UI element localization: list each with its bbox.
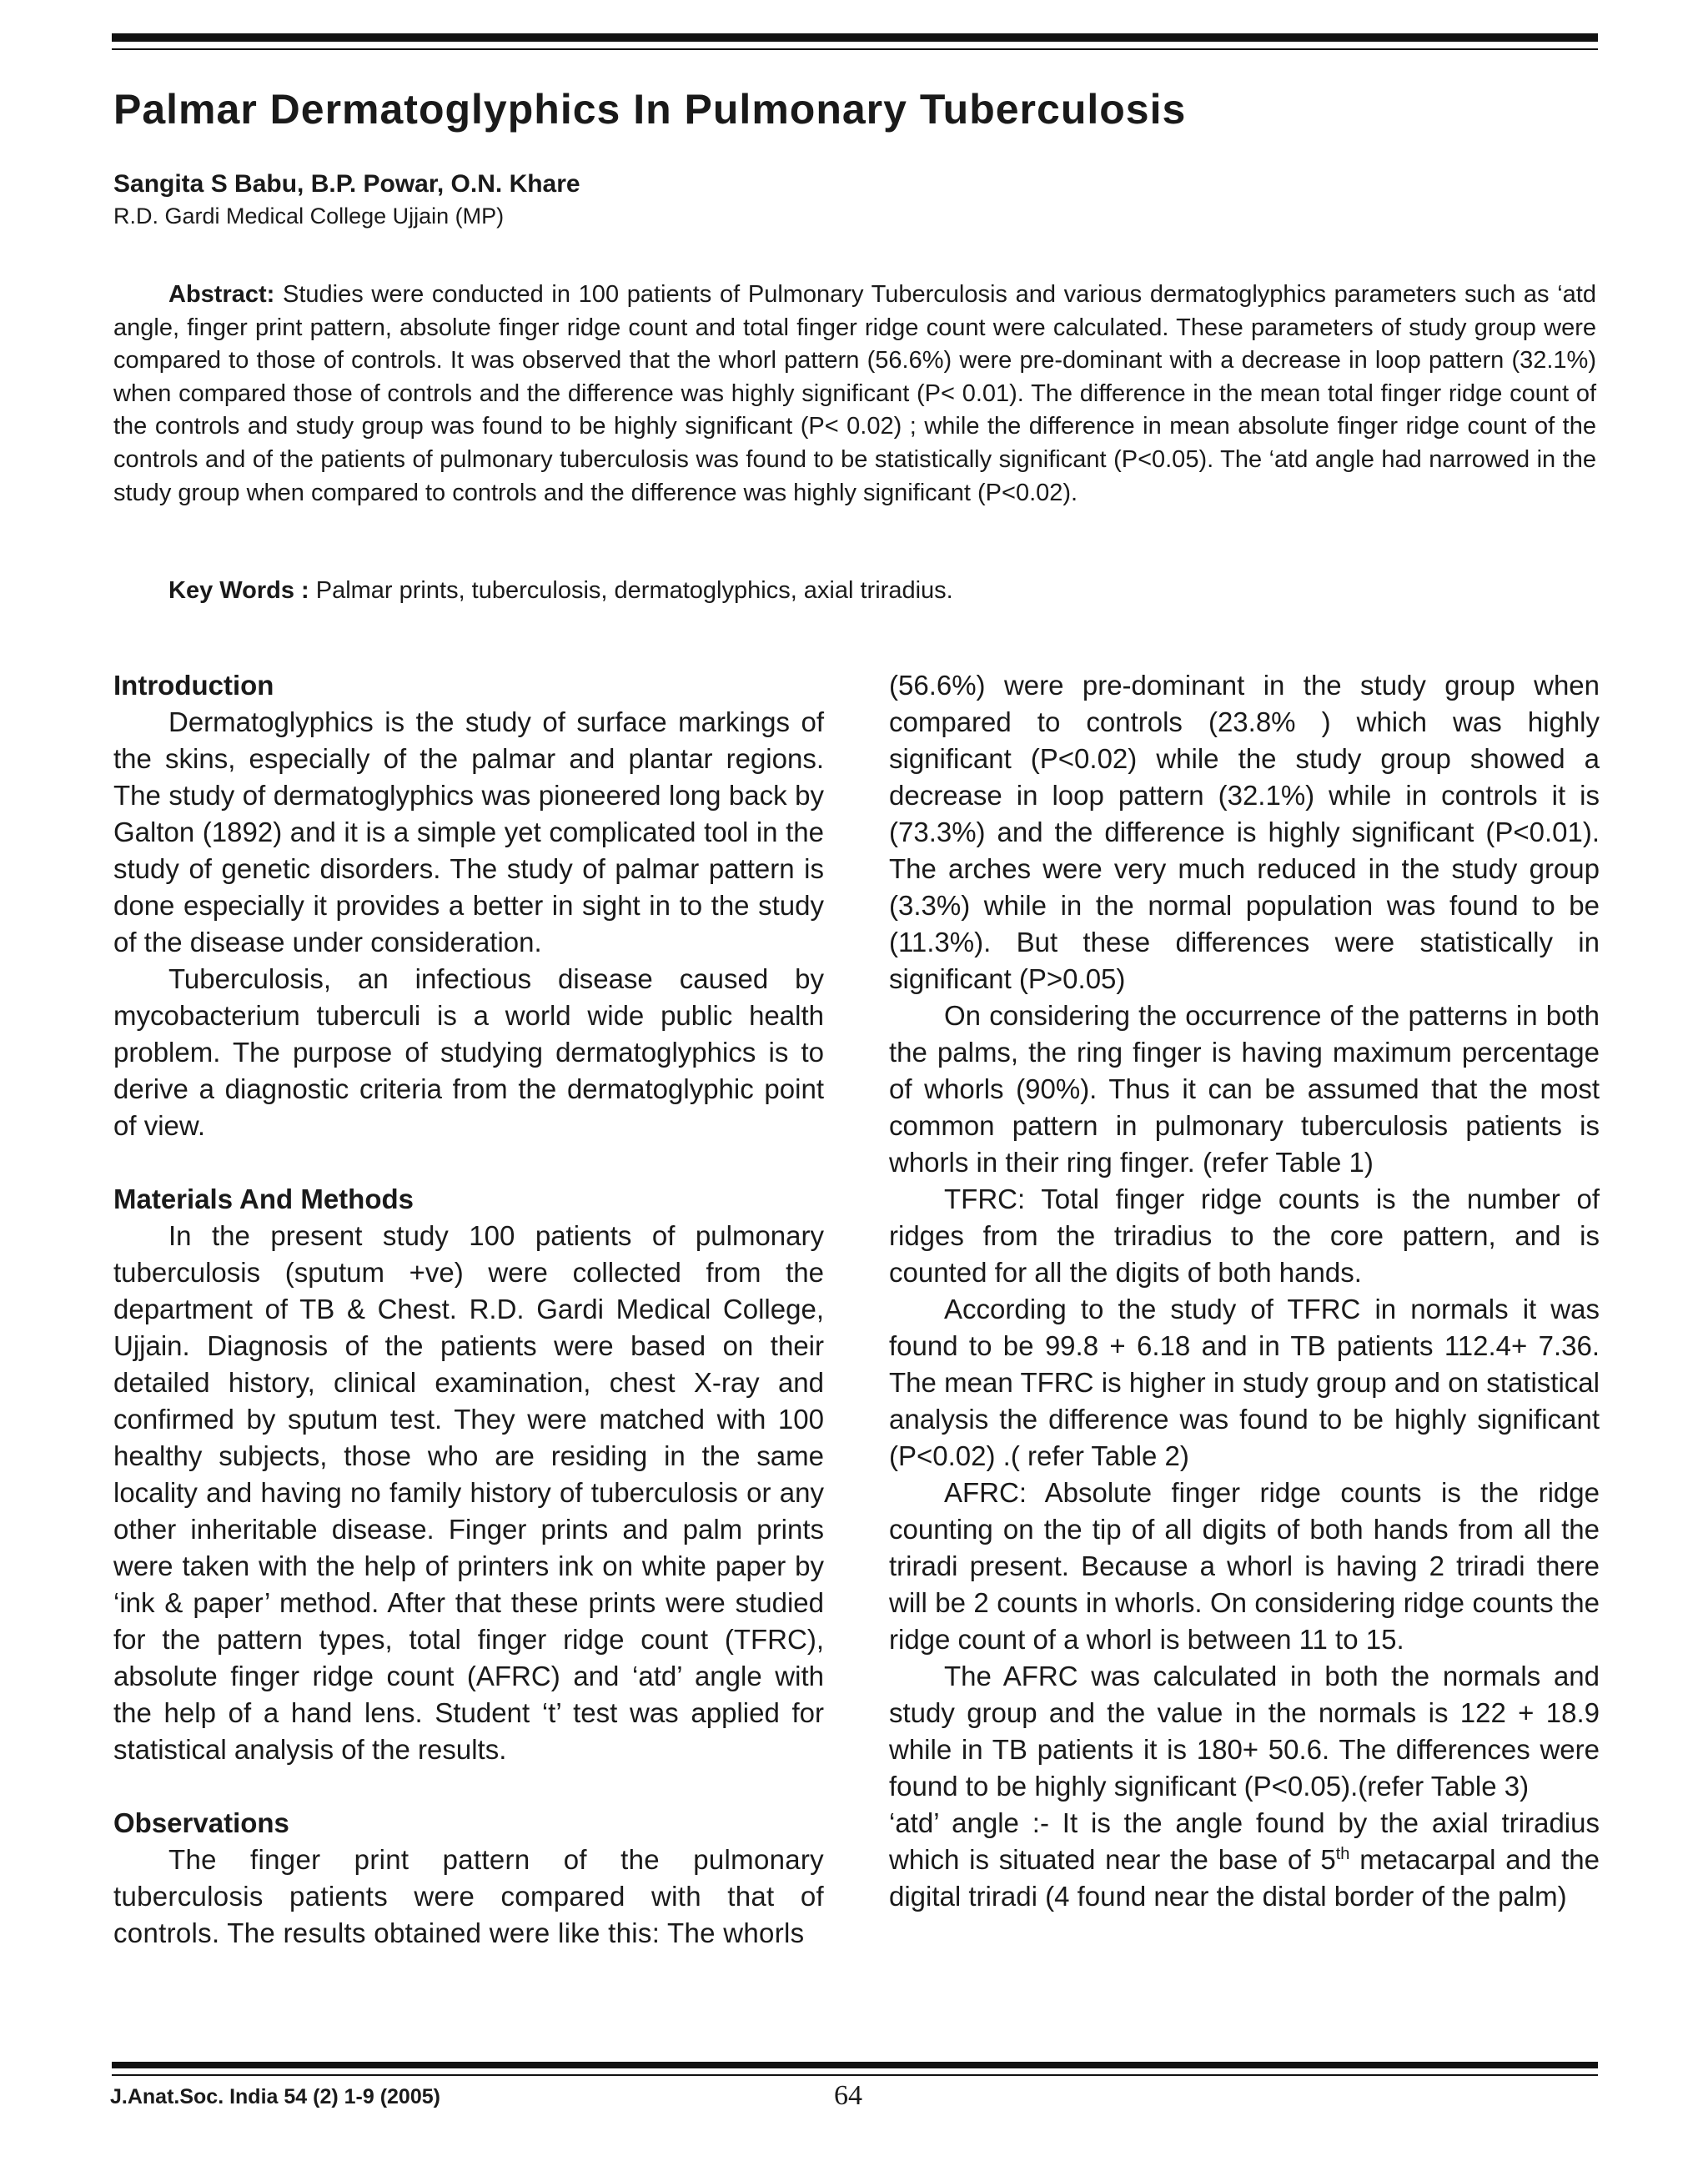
observations-paragraph-2: On considering the occurrence of the patterns in both the palms, the ring finger is having maximum percentage of whorls (90%). Thus it can be assumed that the most common pattern in pulmonary tuberculosis patients is whorls in their ring finger. (refer Table 1) <box>889 1000 1600 1178</box>
observations-paragraph-3: TFRC: Total finger ridge counts is the number of ridges from the triradius to the core pattern, and is counted for all the digits of both hands. <box>889 1184 1600 1288</box>
observations-paragraph-7 <box>889 1805 1600 1915</box>
section-heading-methods: Materials And Methods <box>113 1184 414 1214</box>
observations-paragraph-4: According to the study of TFRC in normals it was found to be 99.8 + 6.18 and in TB patients 112.4+ 7.36. The mean TFRC is higher in study group and on statistical analysis the difference was found to be highly significant (P<0.02) .( refer Table 2) <box>889 1294 1600 1471</box>
superscript-th: th <box>1335 1845 1350 1863</box>
observations-paragraph-6: The AFRC was calculated in both the normals and study group and the value in the normals is 122 + 18.9 while in TB patients it is 180+ 50.6. The differences were found to be highly significant (P<0.05).(refer Table 3) <box>889 1661 1600 1802</box>
authors: Sangita S Babu, B.P. Powar, O.N. Khare <box>113 170 580 198</box>
section-heading-observations: Observations <box>113 1807 289 1838</box>
observations-paragraph-1: The finger print pattern of the pulmonary tuberculosis patients were compared with that of controls. The results obtained were like this: The whorls <box>113 1844 824 1948</box>
observations-paragraph-5: AFRC: Absolute finger ridge counts is the ridge counting on the tip of all digits of both hands from all the triradi present. Because a whorl is having 2 triradi there will be 2 counts in whorls. On considering ridge counts the ridge count of a whorl is between 11 to 15. <box>889 1477 1600 1655</box>
keywords-text: Palmar prints, tuberculosis, dermatoglyphics, axial triradius. <box>315 577 953 604</box>
abstract-label: Abstract: <box>168 281 275 308</box>
footer-rule-thick <box>112 2062 1598 2068</box>
keywords-label: Key Words : <box>168 577 309 604</box>
abstract <box>113 279 1596 510</box>
article-title: Palmar Dermatoglyphics In Pulmonary Tuberculosis <box>113 86 1187 133</box>
keywords <box>168 577 1586 605</box>
section-heading-introduction: Introduction <box>113 670 274 701</box>
introduction-paragraph-1: Dermatoglyphics is the study of surface markings of the skins, especially of the palmar and plantar regions. The study of dermatoglyphics was pioneered long back by Galton (1892) and it is a simple yet complicated tool in the study of genetic disorders. The study of palmar pattern is done especially it provides a better in sight in to the study of the disease under consideration. <box>113 706 824 957</box>
abstract-text: Studies were conducted in 100 patients of Pulmonary Tuberculosis and various dermatoglyphics parameters such as ‘atd angle, finger print pattern, absolute finger ridge count and total finger ridge count were calculated. These parameters of study group were compared to those of controls. It was observed that the whorl pattern (56.6%) were pre-dominant with a decrease in loop pattern (32.1%) when compared those of controls and the difference was highly significant (P< 0.01). The difference in the mean total finger ridge count of the controls and study group was found to be highly significant (P< 0.02) ; while the difference in mean absolute finger ridge count of the controls and of the patients of pulmonary tuberculosis was found to be statistically significant (P<0.05). The ‘atd angle had narrowed in the study group when compared to controls and the difference was highly significant (P<0.02). <box>113 281 1596 506</box>
header-rule-thin <box>112 48 1598 50</box>
page-number: 64 <box>834 2080 862 2111</box>
atd-angle-text: ‘atd’ angle :- It is the angle found by the axial triradius which is situated near the base of 5 <box>889 1807 1600 1875</box>
journal-citation: J.Anat.Soc. India 54 (2) 1-9 (2005) <box>110 2085 440 2108</box>
affiliation: R.D. Gardi Medical College Ujjain (MP) <box>113 204 505 229</box>
atd-angle-text-continued: metacarpal and the digital triradi (4 found near the distal border of the palm) <box>889 1844 1600 1912</box>
methods-paragraph-1: In the present study 100 patients of pulmonary tuberculosis (sputum +ve) were collected from the department of TB & Chest. R.D. Gardi Medical College, Ujjain. Diagnosis of the patients were based on their detailed history, clinical examination, chest X-ray and confirmed by sputum test. They were matched with 100 healthy subjects, those who are residing in the same locality and having no family history of tuberculosis or any other inheritable disease. Finger prints and palm prints were taken with the help of printers ink on white paper by ‘ink & paper’ method. After that these prints were studied for the pattern types, total finger ridge count (TFRC), absolute finger ridge count (AFRC) and ‘atd’ angle with the help of a hand lens. Student ‘t’ test was applied for statistical analysis of the results. <box>113 1220 824 1765</box>
header-rule-thick <box>112 33 1598 42</box>
observations-paragraph-1-continued: (56.6%) were pre-dominant in the study group when compared to controls (23.8% ) which was highly significant (P<0.02) while the study group showed a decrease in loop pattern (32.1%) while in controls it is (73.3%) and the difference is highly significant (P<0.01). The arches were very much reduced in the study group (3.3%) while in the normal population was found to be (11.3%). But these differences were statistically in significant (P>0.05) <box>889 670 1600 994</box>
footer-rule-thin <box>112 2074 1598 2076</box>
right-column <box>889 667 1600 1915</box>
left-column <box>113 667 824 1952</box>
introduction-paragraph-2: Tuberculosis, an infectious disease caused by mycobacterium tuberculi is a world wide public health problem. The purpose of studying dermatoglyphics is to derive a diagnostic criteria from the dermatoglyphic point of view. <box>113 963 824 1141</box>
